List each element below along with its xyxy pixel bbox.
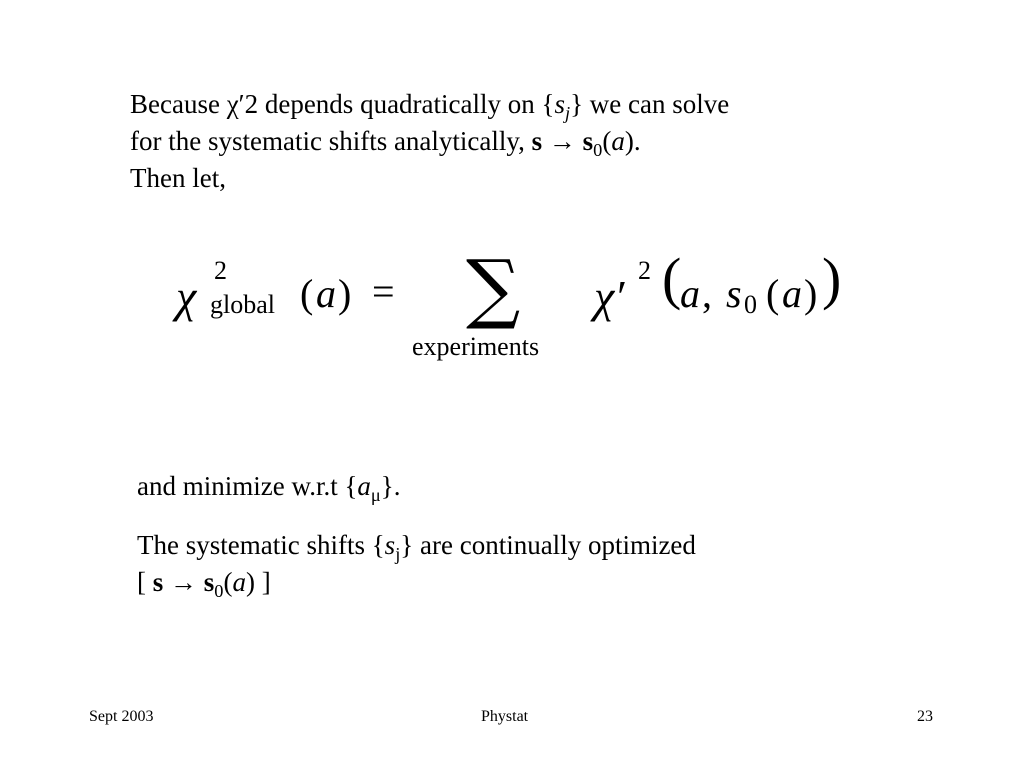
minimize-text: and minimize w.r.t { [137, 471, 358, 501]
lhs-paren-open: ( [300, 271, 314, 316]
big-paren-close: ) [822, 246, 842, 311]
rhs-superscript: 2 [638, 256, 651, 285]
shifts-paragraph [137, 527, 696, 601]
subscript-0: 0 [214, 580, 224, 601]
symbol-s-bold: s [152, 567, 164, 597]
equals-sign: = [372, 269, 395, 314]
lhs-subscript: global [210, 290, 275, 319]
paren-close: ) [245, 567, 255, 597]
intro-text: for the systematic shifts analytically, [130, 126, 532, 156]
intro-text: Because [130, 89, 227, 119]
inner-paren-close: ) [804, 271, 818, 316]
footer-page-number: 23 [917, 708, 933, 725]
symbol-s0-bold: s [582, 126, 594, 156]
lhs-superscript: 2 [214, 256, 227, 285]
chi-lhs: χ [176, 271, 197, 322]
sigma-symbol: ∑ [466, 243, 521, 332]
symbol-s-bold: s [531, 126, 543, 156]
arrow-symbol: → [163, 567, 204, 597]
bracket-close: ] [254, 567, 271, 597]
symbol-s0-bold: s [203, 567, 215, 597]
shifts-text: The systematic shifts { [137, 530, 385, 560]
shifts-line-2 [137, 564, 696, 601]
arg-s: s [726, 271, 742, 316]
subscript-j: j [395, 543, 401, 564]
chi2-global-equation [170, 243, 870, 378]
footer-conference: Phystat [481, 708, 529, 725]
lhs-paren-close: ) [338, 271, 352, 316]
subscript-mu: μ [370, 484, 381, 505]
symbol-a: a [611, 126, 625, 156]
symbol-a: a [232, 567, 246, 597]
paren-open: ( [602, 126, 612, 156]
symbol-a: a [357, 471, 371, 501]
sum-index: experiments [412, 332, 540, 361]
arg-s-subscript: 0 [744, 290, 757, 319]
subscript-0: 0 [593, 139, 603, 160]
arg-comma: , [702, 271, 712, 316]
paren-close: ). [624, 126, 641, 156]
arrow-symbol: → [542, 126, 583, 156]
chi-prime-squared: χ′2 [226, 89, 259, 119]
minimize-text: }. [380, 471, 401, 501]
inner-arg-a: a [782, 271, 802, 316]
intro-line-3: Then let, [130, 163, 226, 193]
intro-text: } we can solve [570, 89, 730, 119]
intro-text: depends quadratically on { [258, 89, 555, 119]
footer-date: Sept 2003 [89, 708, 154, 725]
bracket-open: [ [137, 567, 153, 597]
inner-paren-open: ( [766, 271, 780, 316]
shifts-text: } are continually optimized [400, 530, 696, 560]
intro-line-1 [130, 86, 729, 123]
intro-paragraph [130, 86, 729, 197]
arg-a: a [680, 271, 700, 316]
paren-open: ( [223, 567, 233, 597]
lhs-arg-a: a [316, 271, 336, 316]
intro-line-2 [130, 123, 729, 160]
symbol-s: s [384, 530, 396, 560]
big-paren-open: ( [662, 246, 682, 311]
symbol-s: s [554, 89, 565, 119]
minimize-line [137, 468, 400, 505]
subscript-j: j [564, 102, 571, 123]
chi-prime-rhs: χ′ [594, 271, 625, 322]
shifts-line-1 [137, 527, 696, 564]
